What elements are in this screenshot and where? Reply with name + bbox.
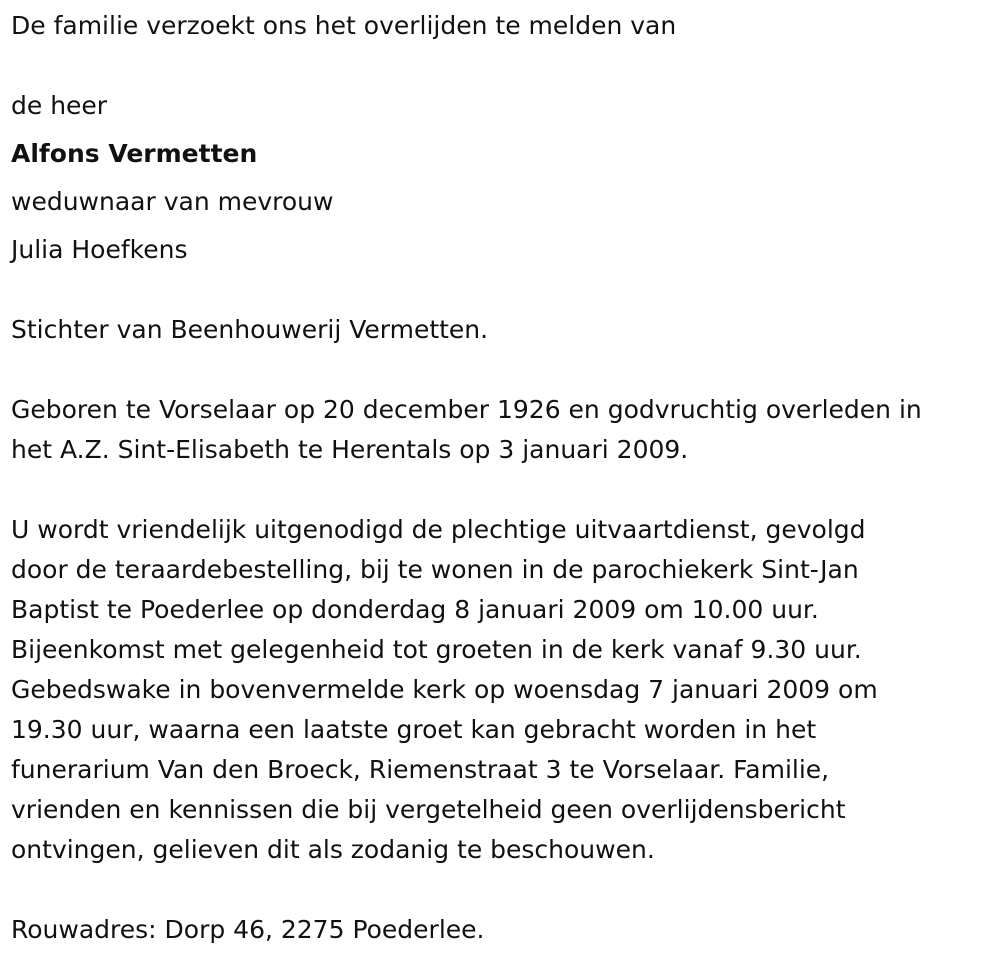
paragraph-line: 19.30 uur, waarna een laatste groet kan gebracht worden in het — [11, 715, 817, 744]
paragraph-line: Geboren te Vorselaar op 20 december 1926 en godvruchtig overleden in — [11, 395, 922, 424]
paragraph-line: ontvingen, gelieven dit als zodanig te beschouwen. — [11, 835, 655, 864]
intro-text: De familie verzoekt ons het overlijden te melden van — [11, 11, 677, 40]
paragraph-line: Baptist te Poederlee op donderdag 8 januari 2009 om 10.00 uur. — [11, 595, 819, 624]
paragraph-line: door de teraardebestelling, bij te wonen in de parochiekerk Sint-Jan — [11, 555, 859, 584]
occupation-text: Stichter van Beenhouwerij Vermetten. — [11, 315, 489, 344]
mourning-address: Rouwadres: Dorp 46, 2275 Poederlee. — [11, 915, 485, 944]
paragraph-line: funerarium Van den Broeck, Riemenstraat 3 te Vorselaar. Familie, — [11, 755, 830, 784]
deceased-name: Alfons Vermetten — [11, 139, 258, 168]
spouse-name: Julia Hoefkens — [11, 235, 188, 264]
paragraph-line: U wordt vriendelijk uitgenodigd de plechtige uitvaartdienst, gevolgd — [11, 515, 866, 544]
title-prefix: de heer — [11, 91, 108, 120]
spouse-label: weduwnaar van mevrouw — [11, 187, 334, 216]
paragraph-line: vrienden en kennissen die bij vergetelheid geen overlijdensbericht — [11, 795, 846, 824]
paragraph-line: het A.Z. Sint-Elisabeth te Herentals op 3 januari 2009. — [11, 435, 689, 464]
paragraph-line: Gebedswake in bovenvermelde kerk op woensdag 7 januari 2009 om — [11, 675, 878, 704]
paragraph-line: Bijeenkomst met gelegenheid tot groeten in de kerk vanaf 9.30 uur. — [11, 635, 862, 664]
